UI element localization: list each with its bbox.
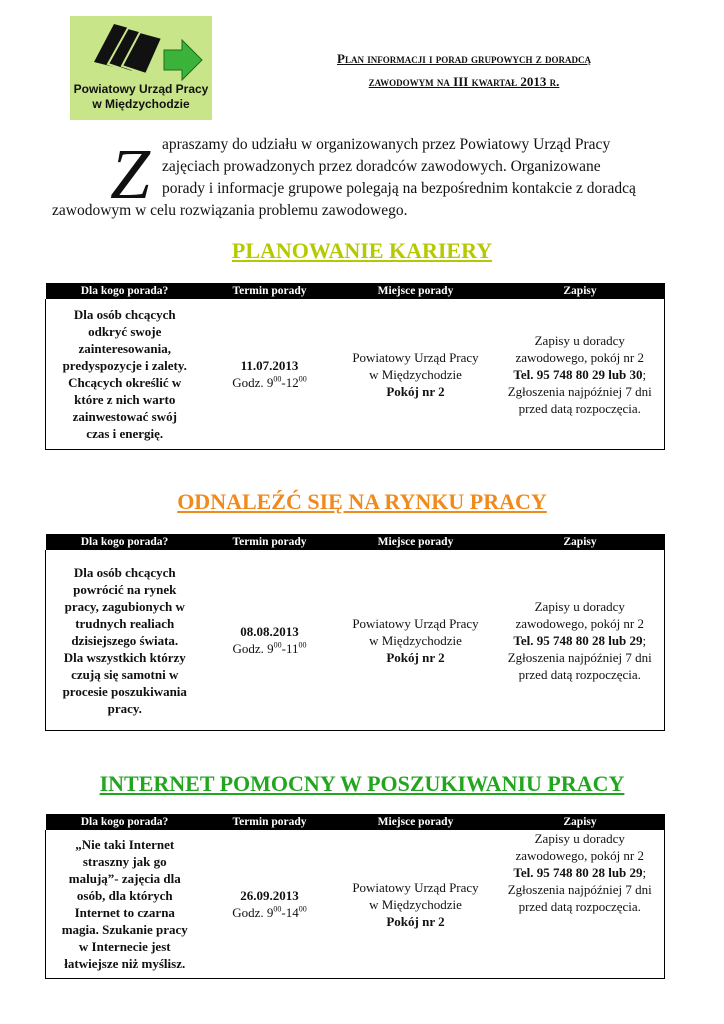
who-cell [46,550,204,731]
phone-number: Tel. 95 748 80 28 lub 29 [513,865,643,880]
place-line: Powiatowy Urząd Pracy [352,615,479,631]
enroll-line: zawodowego, pokój nr 2 [515,615,645,631]
plan-table-3 [45,814,665,979]
header-date: Termin porady [204,534,336,550]
table-row [46,299,665,450]
who-line: powrócić na rynek [73,581,177,597]
who-line: Dla osób chcących [73,307,176,322]
header-enroll: Zapisy [496,283,665,299]
place-cell [336,830,496,979]
header-date: Termin porady [204,283,336,299]
who-line: zainteresowania, [78,341,172,356]
place-line: w Międzychodzie [369,632,462,648]
who-line: w Internecie jest [78,939,171,954]
date-value: 11.07.2013 [240,358,299,373]
enroll-cell [496,550,665,731]
place-cell [336,299,496,450]
enroll-line: przed datą rozpoczęcia. [518,666,641,682]
intro-line-4: zawodowym w celu rozwiązania problemu zawodowego. [52,202,408,219]
date-value: 08.08.2013 [240,624,299,639]
header-who: Dla kogo porada? [46,283,204,299]
header-place: Miejsce porady [336,534,496,550]
section-title-odnalezc-sie: ODNALEŹĆ SIĘ NA RYNKU PRACY [177,489,547,514]
who-line: procesie poszukiwania [62,683,187,699]
enroll-line: Zapisy u doradcy [534,831,625,846]
intro-line-1: apraszamy do udziału w organizowanych przez Powiatowy Urząd Pracy [162,136,611,153]
date-cell [204,830,336,979]
plan-table-2 [45,534,665,731]
who-line: czas i energię. [86,426,164,441]
intro-line-2: zajęciach prowadzonych przez doradców zawodowych. Organizowane [162,158,601,175]
logo-line-1: Powiatowy Urząd Pracy [73,82,209,96]
enroll-cell [496,299,665,450]
enroll-line: Zapisy u doradcy [534,598,625,614]
place-cell [336,550,496,731]
table-header-row [46,814,665,830]
who-line: predyspozycje i zalety. [62,358,187,373]
enroll-cell [496,830,665,979]
enroll-line: Zgłoszenia najpóźniej 7 dni [507,383,652,399]
hours-value: Godz. $9^{00}-12^{00}$ [232,374,307,390]
header-enroll: Zapisy [496,534,665,550]
document-title [236,47,692,93]
table-row [46,830,665,979]
date-value: 26.09.2013 [240,888,299,903]
document-title-line-2: zawodowym na III kwartał 2013 r. [368,74,560,89]
who-line: łatwiejsze niż myślisz. [64,956,186,971]
room-label: Pokój nr 2 [386,913,445,929]
table-header-row [46,283,665,299]
header-who: Dla kogo porada? [46,814,204,830]
phone-line: Tel. 95 748 80 28 lub 29; [513,865,647,880]
who-line: Dla wszystkich którzy [63,649,186,665]
who-line: które z nich warto [74,392,176,407]
who-line: Dla osób chcących [73,564,176,580]
logo-line-2: w Międzychodzie [92,97,190,111]
intro-line-3: porady i informacje grupowe polegają na bezpośrednim kontakcie z doradcą [162,180,636,197]
drop-cap: Z [110,134,151,214]
phone-line: Tel. 95 748 80 28 lub 29; [513,632,647,648]
header-place: Miejsce porady [336,814,496,830]
enroll-line: Zgłoszenia najpóźniej 7 dni [507,882,652,897]
enroll-line: zawodowego, pokój nr 2 [515,349,645,365]
enroll-line: Zapisy u doradcy [534,332,625,348]
who-line: malują”- zajęcia dla [68,871,181,886]
room-label: Pokój nr 2 [386,649,445,665]
who-line: Internet to czarna [74,905,175,920]
phone-line: Tel. 95 748 80 29 lub 30; [513,366,647,382]
who-cell [46,299,204,450]
who-line: trudnych realiach [75,615,175,631]
hours-value: Godz. $9^{00}-14^{00}$ [232,904,307,920]
who-line: odkryć swoje [88,324,162,339]
header-date: Termin porady [204,814,336,830]
place-line: Powiatowy Urząd Pracy [352,349,479,365]
place-line: w Międzychodzie [369,896,462,912]
enroll-line: zawodowego, pokój nr 2 [515,848,645,863]
hours-value: Godz. $9^{00}-11^{00}$ [232,640,307,656]
section-title-internet-pomocny: INTERNET POMOCNY W POSZUKIWANIU PRACY [99,771,625,796]
who-line: pracy. [107,700,142,716]
plan-table-1 [45,283,665,450]
header-enroll: Zapisy [496,814,665,830]
phone-number: Tel. 95 748 80 29 lub 30 [513,366,643,382]
enroll-line: przed datą rozpoczęcia. [518,899,641,914]
phone-number: Tel. 95 748 80 28 lub 29 [513,632,643,648]
place-line: Powiatowy Urząd Pracy [352,879,479,895]
room-label: Pokój nr 2 [386,383,445,399]
who-line: „Nie taki Internet [75,837,175,852]
who-line: straszny jak go [82,854,167,869]
date-cell [204,299,336,450]
enroll-line: Zgłoszenia najpóźniej 7 dni [507,649,652,665]
table-row [46,550,665,731]
table-header-row [46,534,665,550]
place-line: w Międzychodzie [369,366,462,382]
enroll-line: przed datą rozpoczęcia. [518,400,641,416]
header-place: Miejsce porady [336,283,496,299]
who-line: magia. Szukanie pracy [61,922,188,937]
who-line: osób, dla których [76,888,173,903]
logo [70,16,212,120]
who-line: dzisiejszego świata. [71,632,179,648]
header-who: Dla kogo porada? [46,534,204,550]
who-line: Chcących określić w [68,375,182,390]
document-title-line-1: Plan informacji i porad grupowych z doradcą [337,51,591,66]
who-line: pracy, zagubionych w [64,598,185,614]
who-line: czują się samotni w [71,666,179,682]
section-title-planowanie-kariery: PLANOWANIE KARIERY [231,238,493,263]
who-cell [46,830,204,979]
date-cell [204,550,336,731]
who-line: zainwestować swój [72,409,177,424]
intro-paragraph [52,134,674,222]
